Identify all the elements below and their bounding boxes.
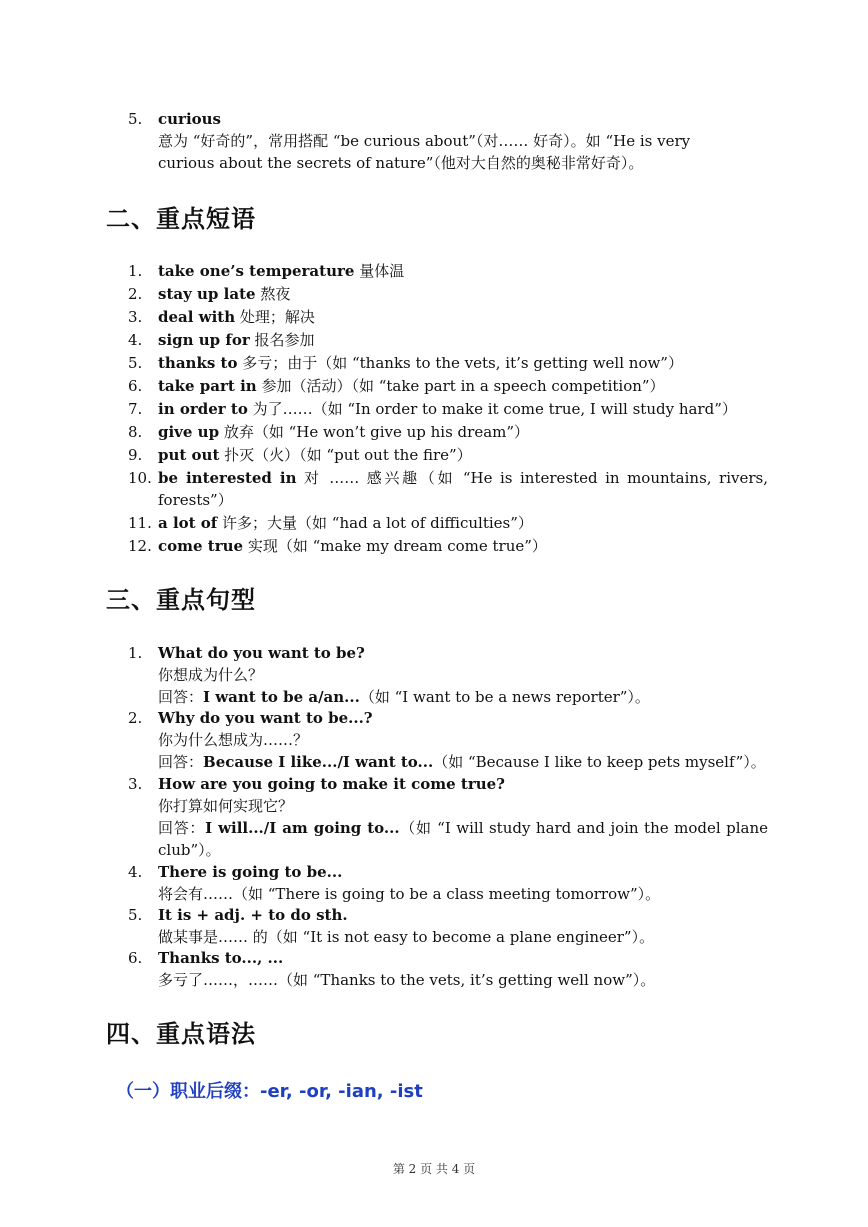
item-number: 7. — [128, 400, 143, 418]
phrase-item — [128, 283, 768, 305]
phrase-term: thanks to — [158, 354, 238, 372]
sentence-answer — [158, 751, 768, 773]
vocab-word: curious — [158, 110, 221, 128]
subsection-heading: （一）职业后缀：-er, -or, -ian, -ist — [116, 1081, 423, 1102]
answer-pattern: I will.../I am going to... — [205, 819, 400, 837]
sentence-pattern: Thanks to..., ... — [158, 949, 284, 967]
sentence-pattern: There is going to be... — [158, 863, 343, 881]
phrase-term: deal with — [158, 308, 236, 326]
phrase-desc: 报名参加 — [249, 331, 315, 349]
sentence-pattern: How are you going to make it come true? — [158, 775, 505, 793]
item-number: 5. — [128, 354, 143, 372]
sentence-meaning: 做某事是…… 的（如 “It is not easy to become a plane engineer”）。 — [158, 928, 655, 946]
phrase-desc: 放弃（如 “He won’t give up his dream”） — [219, 423, 530, 441]
sentence-item — [128, 773, 768, 861]
phrase-term: in order to — [158, 400, 248, 418]
item-number: 5. — [128, 110, 143, 128]
phrase-term: put out — [158, 446, 220, 464]
phrase-item — [128, 467, 768, 511]
phrase-desc: 为了……（如 “In order to make it come true, I will study hard”） — [247, 400, 737, 418]
sentence-pattern: What do you want to be? — [158, 644, 365, 662]
answer-prefix: 回答： — [158, 819, 206, 837]
phrase-term: sign up for — [158, 331, 250, 349]
phrase-desc: 对 …… 感兴趣（如 “He is interested in mountains, rivers, forests”） — [158, 469, 768, 509]
vocab-desc-line: 意为 “好奇的”，常用搭配 “be curious about”（对…… 好奇）。如 “He is very — [158, 132, 691, 150]
section-heading-grammar: 四、重点语法 — [106, 1020, 256, 1048]
page-footer: 第 2 页 共 4 页 — [392, 1162, 476, 1176]
phrase-desc: 熬夜 — [255, 285, 291, 303]
sentence-answer — [158, 817, 768, 861]
vocab-desc-line: curious about the secrets of nature”（他对大自然的奥秘非常好奇）。 — [158, 154, 644, 172]
sentence-meaning: 你想成为什么？ — [158, 666, 264, 684]
item-number: 4. — [128, 863, 143, 881]
answer-prefix: 回答： — [158, 688, 204, 706]
phrase-item — [128, 375, 768, 397]
answer-pattern: Because I like.../I want to... — [203, 753, 434, 771]
item-number: 8. — [128, 423, 143, 441]
answer-example: （如 “I will study hard and join the model plane club”）。 — [158, 819, 768, 859]
item-number: 4. — [128, 331, 143, 349]
answer-example: （如 “I want to be a news reporter”）。 — [359, 688, 650, 706]
phrase-item — [128, 352, 768, 374]
item-number: 5. — [128, 906, 143, 924]
phrase-item — [128, 398, 768, 420]
sentence-meaning: 你为什么想成为……？ — [158, 731, 309, 749]
item-number: 2. — [128, 285, 143, 303]
sentence-item — [128, 947, 768, 991]
item-number: 12. — [128, 537, 152, 555]
sentence-meaning: 你打算如何实现它？ — [158, 797, 294, 815]
phrase-desc: 量体温 — [354, 262, 405, 280]
item-number: 1. — [128, 262, 143, 280]
section-heading-phrases: 二、重点短语 — [106, 205, 256, 233]
phrase-item — [128, 260, 768, 282]
item-number: 2. — [128, 709, 143, 727]
sentence-meaning: 将会有……（如 “There is going to be a class meeting tomorrow”）。 — [158, 885, 661, 903]
phrase-item — [128, 421, 768, 443]
vocab-item — [128, 108, 768, 174]
phrase-term: give up — [158, 423, 220, 441]
phrase-desc: 扑灭（火）（如 “put out the fire”） — [219, 446, 472, 464]
phrase-item — [128, 512, 768, 534]
section-heading-sentences: 三、重点句型 — [106, 586, 256, 614]
phrase-term: take one’s temperature — [158, 262, 355, 280]
item-number: 6. — [128, 377, 143, 395]
phrase-desc: 许多；大量（如 “had a lot of difficulties”） — [217, 514, 533, 532]
item-number: 9. — [128, 446, 143, 464]
answer-pattern: I want to be a/an... — [203, 688, 360, 706]
phrase-desc: 参加（活动）（如 “take part in a speech competition”） — [256, 377, 665, 395]
sentence-item — [128, 904, 768, 948]
sentence-item — [128, 861, 768, 905]
phrase-term: stay up late — [158, 285, 256, 303]
sentence-answer — [158, 686, 768, 708]
sentence-pattern: It is + adj. + to do sth. — [158, 906, 348, 924]
sentence-meaning: 多亏了……，……（如 “Thanks to the vets, it’s getting well now”）。 — [158, 971, 656, 989]
phrase-term: take part in — [158, 377, 257, 395]
sentence-item — [128, 642, 768, 708]
phrase-item — [128, 329, 768, 351]
item-number: 11. — [128, 514, 152, 532]
item-number: 10. — [128, 469, 152, 487]
answer-example: （如 “Because I like to keep pets myself”）。 — [433, 753, 766, 771]
item-number: 3. — [128, 775, 143, 793]
phrase-desc: 处理；解决 — [235, 308, 315, 326]
phrase-term: a lot of — [158, 514, 218, 532]
item-number: 6. — [128, 949, 143, 967]
sentence-item — [128, 707, 768, 773]
phrase-item — [128, 535, 768, 557]
phrase-desc: 实现（如 “make my dream come true”） — [243, 537, 547, 555]
item-number: 1. — [128, 644, 143, 662]
phrase-item — [128, 444, 768, 466]
phrase-desc: 多亏；由于（如 “thanks to the vets, it’s getting well now”） — [237, 354, 683, 372]
item-number: 3. — [128, 308, 143, 326]
phrase-term: come true — [158, 537, 244, 555]
phrase-item — [128, 306, 768, 328]
phrase-term: be interested in — [158, 469, 297, 487]
sentence-pattern: Why do you want to be...? — [158, 709, 373, 727]
answer-prefix: 回答： — [158, 753, 204, 771]
